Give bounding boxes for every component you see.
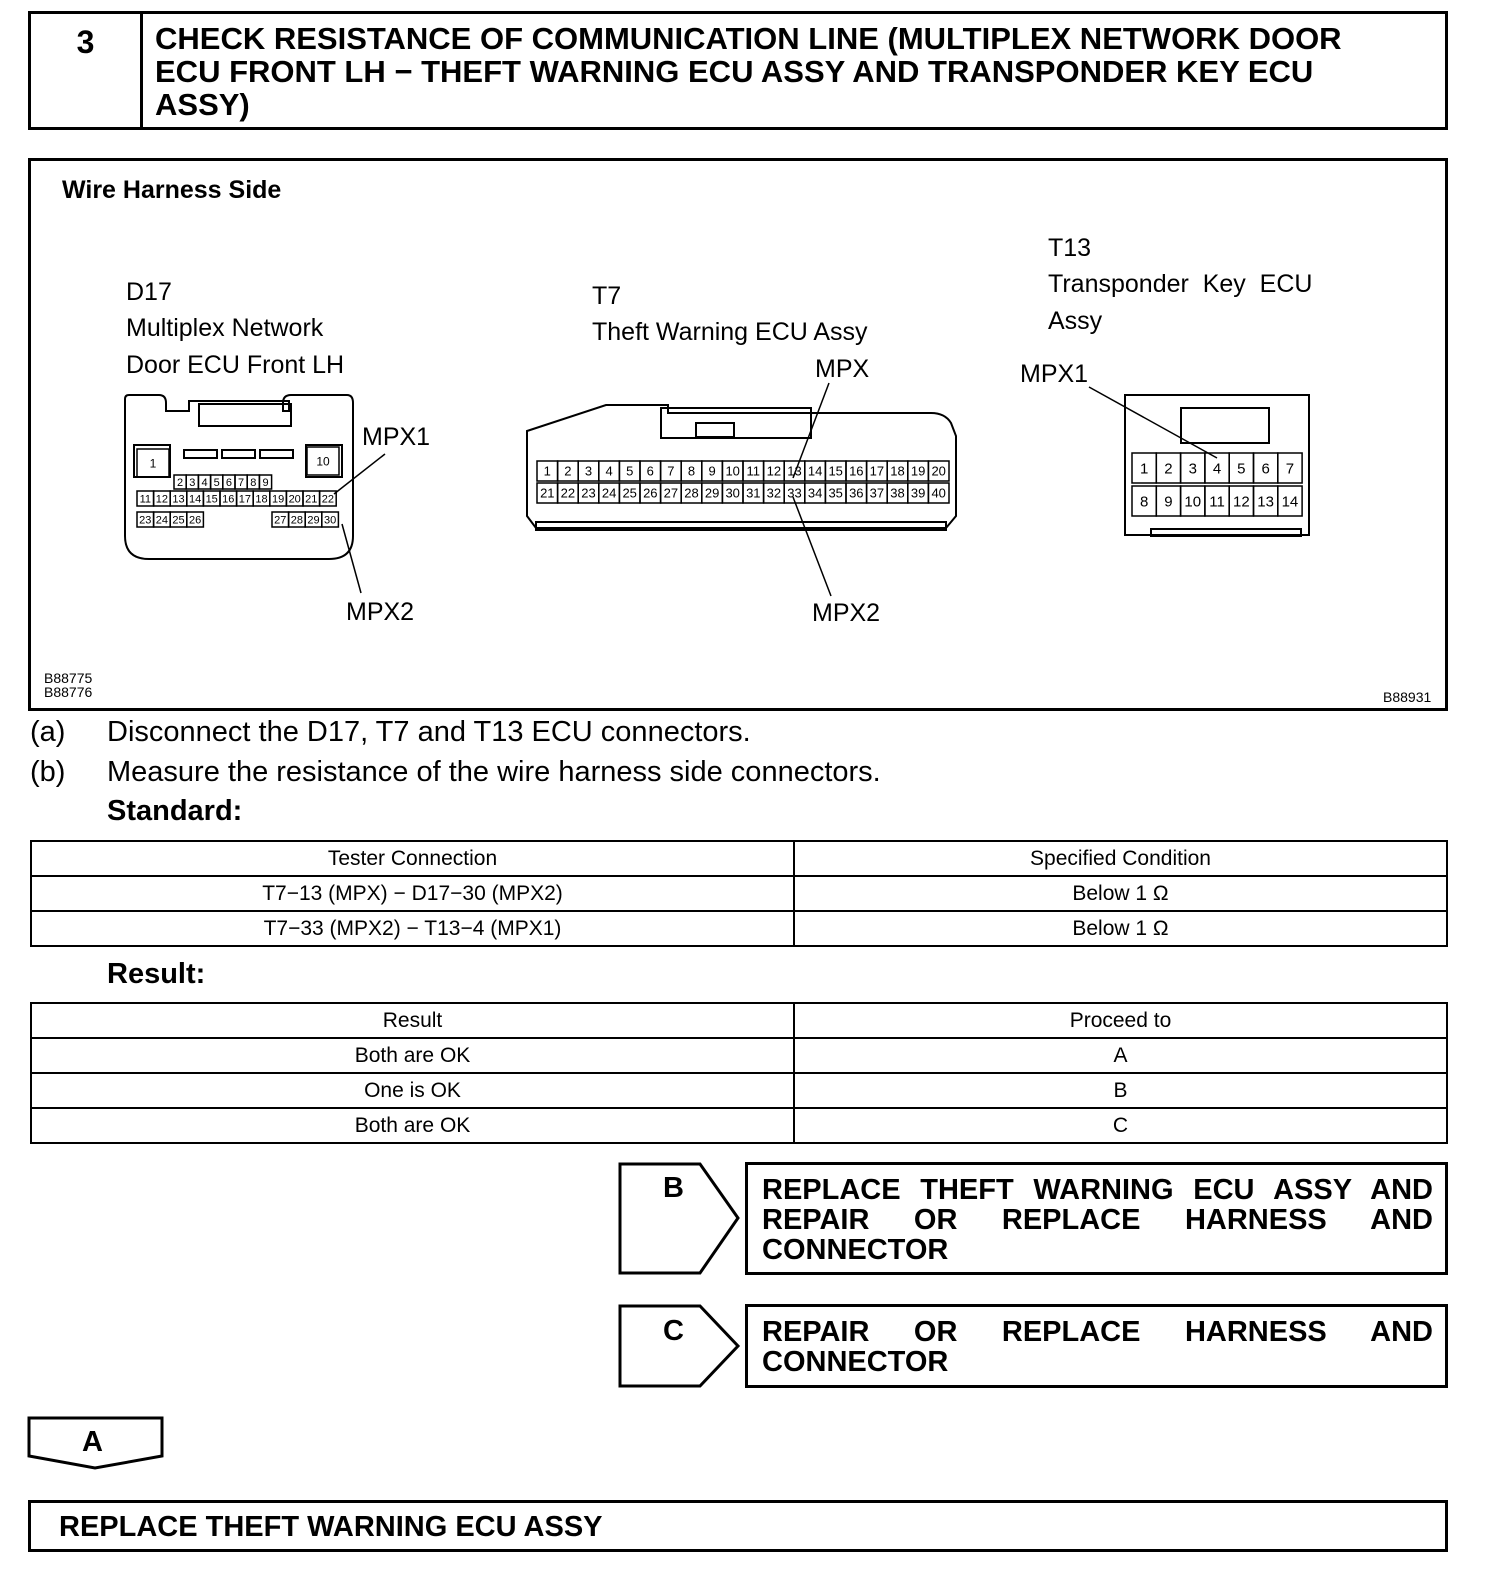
table-cell: One is OK [31,1073,794,1108]
t7-pin: 20 [931,463,946,479]
t7-pin: 4 [605,463,613,479]
table-row [31,1108,1447,1143]
t7-pin: 14 [807,463,823,479]
d17-pin: 5 [213,476,220,489]
t7-pin: 19 [910,463,926,479]
t13-mpx1-label: MPX1 [1020,360,1089,388]
step-title [155,22,1440,121]
t7-pin: 34 [807,485,823,501]
figure-ref-left-1: B88775 [44,670,93,686]
step-title-line: CHECK RESISTANCE OF COMMUNICATION LINE (MULTIPLEX NETWORK DOOR [155,21,1342,56]
t7-pin: 35 [828,485,843,501]
final-action-text: REPLACE THEFT WARNING ECU ASSY [59,1511,603,1543]
d17-pin: 23 [139,514,152,527]
d17-pin: 15 [205,493,218,506]
d17-pin: 18 [255,493,268,506]
standard-table [30,840,1448,947]
table-cell: T7−33 (MPX2) − T13−4 (MPX1) [31,911,794,946]
figure-ref-left-2: B88776 [44,684,93,700]
table-row [31,876,1447,911]
branch-c-line: REPAIR OR REPLACE HARNESS AND [762,1316,1433,1348]
d17-pin: 19 [271,493,285,506]
branch-a-letter: A [82,1426,103,1458]
branch-c-letter: C [663,1315,684,1347]
d17-pin: 11 [139,493,152,506]
d17-pin: 7 [238,476,245,489]
t13-pin: 3 [1188,460,1197,478]
instruction-b-letter: (b) [30,756,66,788]
step-header [28,11,1448,130]
d17-pin: 14 [188,493,202,506]
step-title-line: ECU FRONT LH − THEFT WARNING ECU ASSY AND TRANSPONDER KEY ECU [155,54,1314,89]
figure-ref-right: B88931 [1383,689,1432,705]
t7-pin: 30 [725,485,740,501]
d17-pin: 30 [323,514,337,527]
t13-pin: 4 [1212,460,1222,478]
t7-pin: 22 [560,485,576,501]
t13-pin: 10 [1184,493,1202,511]
branch-b-line: REPLACE THEFT WARNING ECU ASSY AND [762,1174,1433,1206]
table-cell: C [794,1108,1447,1143]
t13-pin: 13 [1257,493,1274,511]
t7-pin: 32 [766,485,782,501]
instruction-a-letter: (a) [30,716,66,748]
d17-pin: 29 [307,514,320,527]
t7-pin: 33 [787,485,802,501]
d17-pin: 4 [201,476,208,489]
d17-pin: 6 [225,476,232,489]
d17-code: D17 [126,278,172,306]
t13-pin: 7 [1285,460,1295,478]
t7-pin: 3 [584,463,593,479]
table-header-row [31,1003,1447,1038]
t7-pin: 36 [849,485,864,501]
table-header-row [31,841,1447,876]
d17-pin: 12 [155,493,169,506]
d17-name-line2: Door ECU Front LH [126,351,345,379]
t7-pin: 7 [667,463,675,479]
t7-pin: 15 [828,463,843,479]
t7-mpx-label: MPX [815,355,870,383]
connector-drawings [31,161,1445,708]
table-cell: T7−13 (MPX) − D17−30 (MPX2) [31,876,794,911]
table-cell: B [794,1073,1447,1108]
d17-pin: 1 [149,456,157,471]
d17-pin: 22 [321,493,335,506]
table-cell: Both are OK [31,1108,794,1143]
d17-mpx2-label: MPX2 [346,598,415,626]
d17-name-line1: Multiplex Network [126,314,324,342]
t7-pin: 2 [564,463,572,479]
t7-pin: 11 [746,463,761,479]
branch-b-letter: B [663,1172,684,1204]
t7-code: T7 [592,282,622,310]
t13-code: T13 [1048,234,1092,262]
t7-pin: 29 [704,485,720,501]
t7-pin: 23 [581,485,596,501]
t7-pin: 24 [601,485,617,501]
table-row [31,1073,1447,1108]
d17-pin: 20 [288,493,301,506]
t7-pin: 8 [687,463,696,479]
branch-b-line: REPAIR OR REPLACE HARNESS AND [762,1204,1433,1236]
t13-name-line2: Assy [1048,307,1103,335]
d17-pin: 13 [172,493,185,506]
result-heading: Result: [107,958,206,990]
t13-pin: 2 [1164,460,1173,478]
instruction-b-text: Measure the resistance of the wire harness side connectors. [107,756,881,788]
branch-c-line: CONNECTOR [762,1346,949,1378]
d17-mpx1-label: MPX1 [362,423,431,451]
d17-pin: 26 [188,514,202,527]
t7-pin: 17 [869,463,885,479]
t7-pin: 25 [622,485,637,501]
table-header-cell: Result [31,1003,794,1038]
d17-pin: 10 [316,454,330,469]
t7-pin: 12 [766,463,782,479]
d17-pin: 2 [177,476,184,489]
t7-name: Theft Warning ECU Assy [592,318,868,346]
t7-pin: 16 [849,463,864,479]
t13-pin: 12 [1233,493,1250,511]
t7-pin: 26 [643,485,658,501]
t13-pin: 11 [1209,493,1225,511]
t13-pin: 14 [1281,493,1299,511]
branch-c-action [745,1304,1448,1388]
table-header-cell: Tester Connection [31,841,794,876]
t7-pin: 6 [646,463,654,479]
final-action [28,1500,1448,1552]
step-number: 3 [31,14,143,127]
t7-pin: 21 [540,485,555,501]
table-header-cell: Proceed to [794,1003,1447,1038]
t13-pin: 5 [1237,460,1246,478]
d17-pin: 16 [222,493,235,506]
connector-diagram [28,158,1448,711]
t7-pin: 13 [787,463,802,479]
t7-pin: 1 [543,463,551,479]
t7-pin: 10 [725,463,740,479]
t7-pin: 38 [890,485,905,501]
table-cell: Below 1 Ω [794,911,1447,946]
d17-pin: 9 [262,476,269,489]
d17-pin: 28 [290,514,304,527]
t7-pin: 28 [684,485,699,501]
t7-pin: 40 [931,485,946,501]
table-cell: Both are OK [31,1038,794,1073]
d17-pin: 24 [155,514,169,527]
result-table [30,1002,1448,1144]
t7-pin: 9 [708,463,716,479]
table-cell: A [794,1038,1447,1073]
d17-pin: 8 [250,476,257,489]
table-header-cell: Specified Condition [794,841,1447,876]
table-row [31,911,1447,946]
table-cell: Below 1 Ω [794,876,1447,911]
step-title-line: ASSY) [155,87,250,122]
d17-pin: 17 [238,493,252,506]
d17-pin: 21 [305,493,318,506]
standard-heading: Standard: [107,795,243,827]
t13-pin: 1 [1139,460,1149,478]
table-row [31,1038,1447,1073]
t13-pin: 6 [1261,460,1270,478]
d17-pin: 3 [189,476,196,489]
t7-pin: 27 [663,485,679,501]
t7-pin: 31 [746,485,761,501]
t13-pin: 9 [1164,493,1173,511]
t13-pin: 8 [1139,493,1149,511]
t7-pin: 39 [910,485,926,501]
d17-pin: 27 [274,514,287,527]
branch-b-action [745,1162,1448,1275]
t7-pin: 37 [869,485,885,501]
t7-mpx2-label: MPX2 [812,599,881,627]
instruction-a-text: Disconnect the D17, T7 and T13 ECU connectors. [107,716,751,748]
t7-pin: 18 [890,463,905,479]
t7-pin: 5 [626,463,634,479]
t13-name-line1: Transponder Key ECU [1048,270,1313,298]
figure-caption: Wire Harness Side [62,176,282,204]
d17-pin: 25 [172,514,185,527]
branch-b-line: CONNECTOR [762,1234,949,1266]
